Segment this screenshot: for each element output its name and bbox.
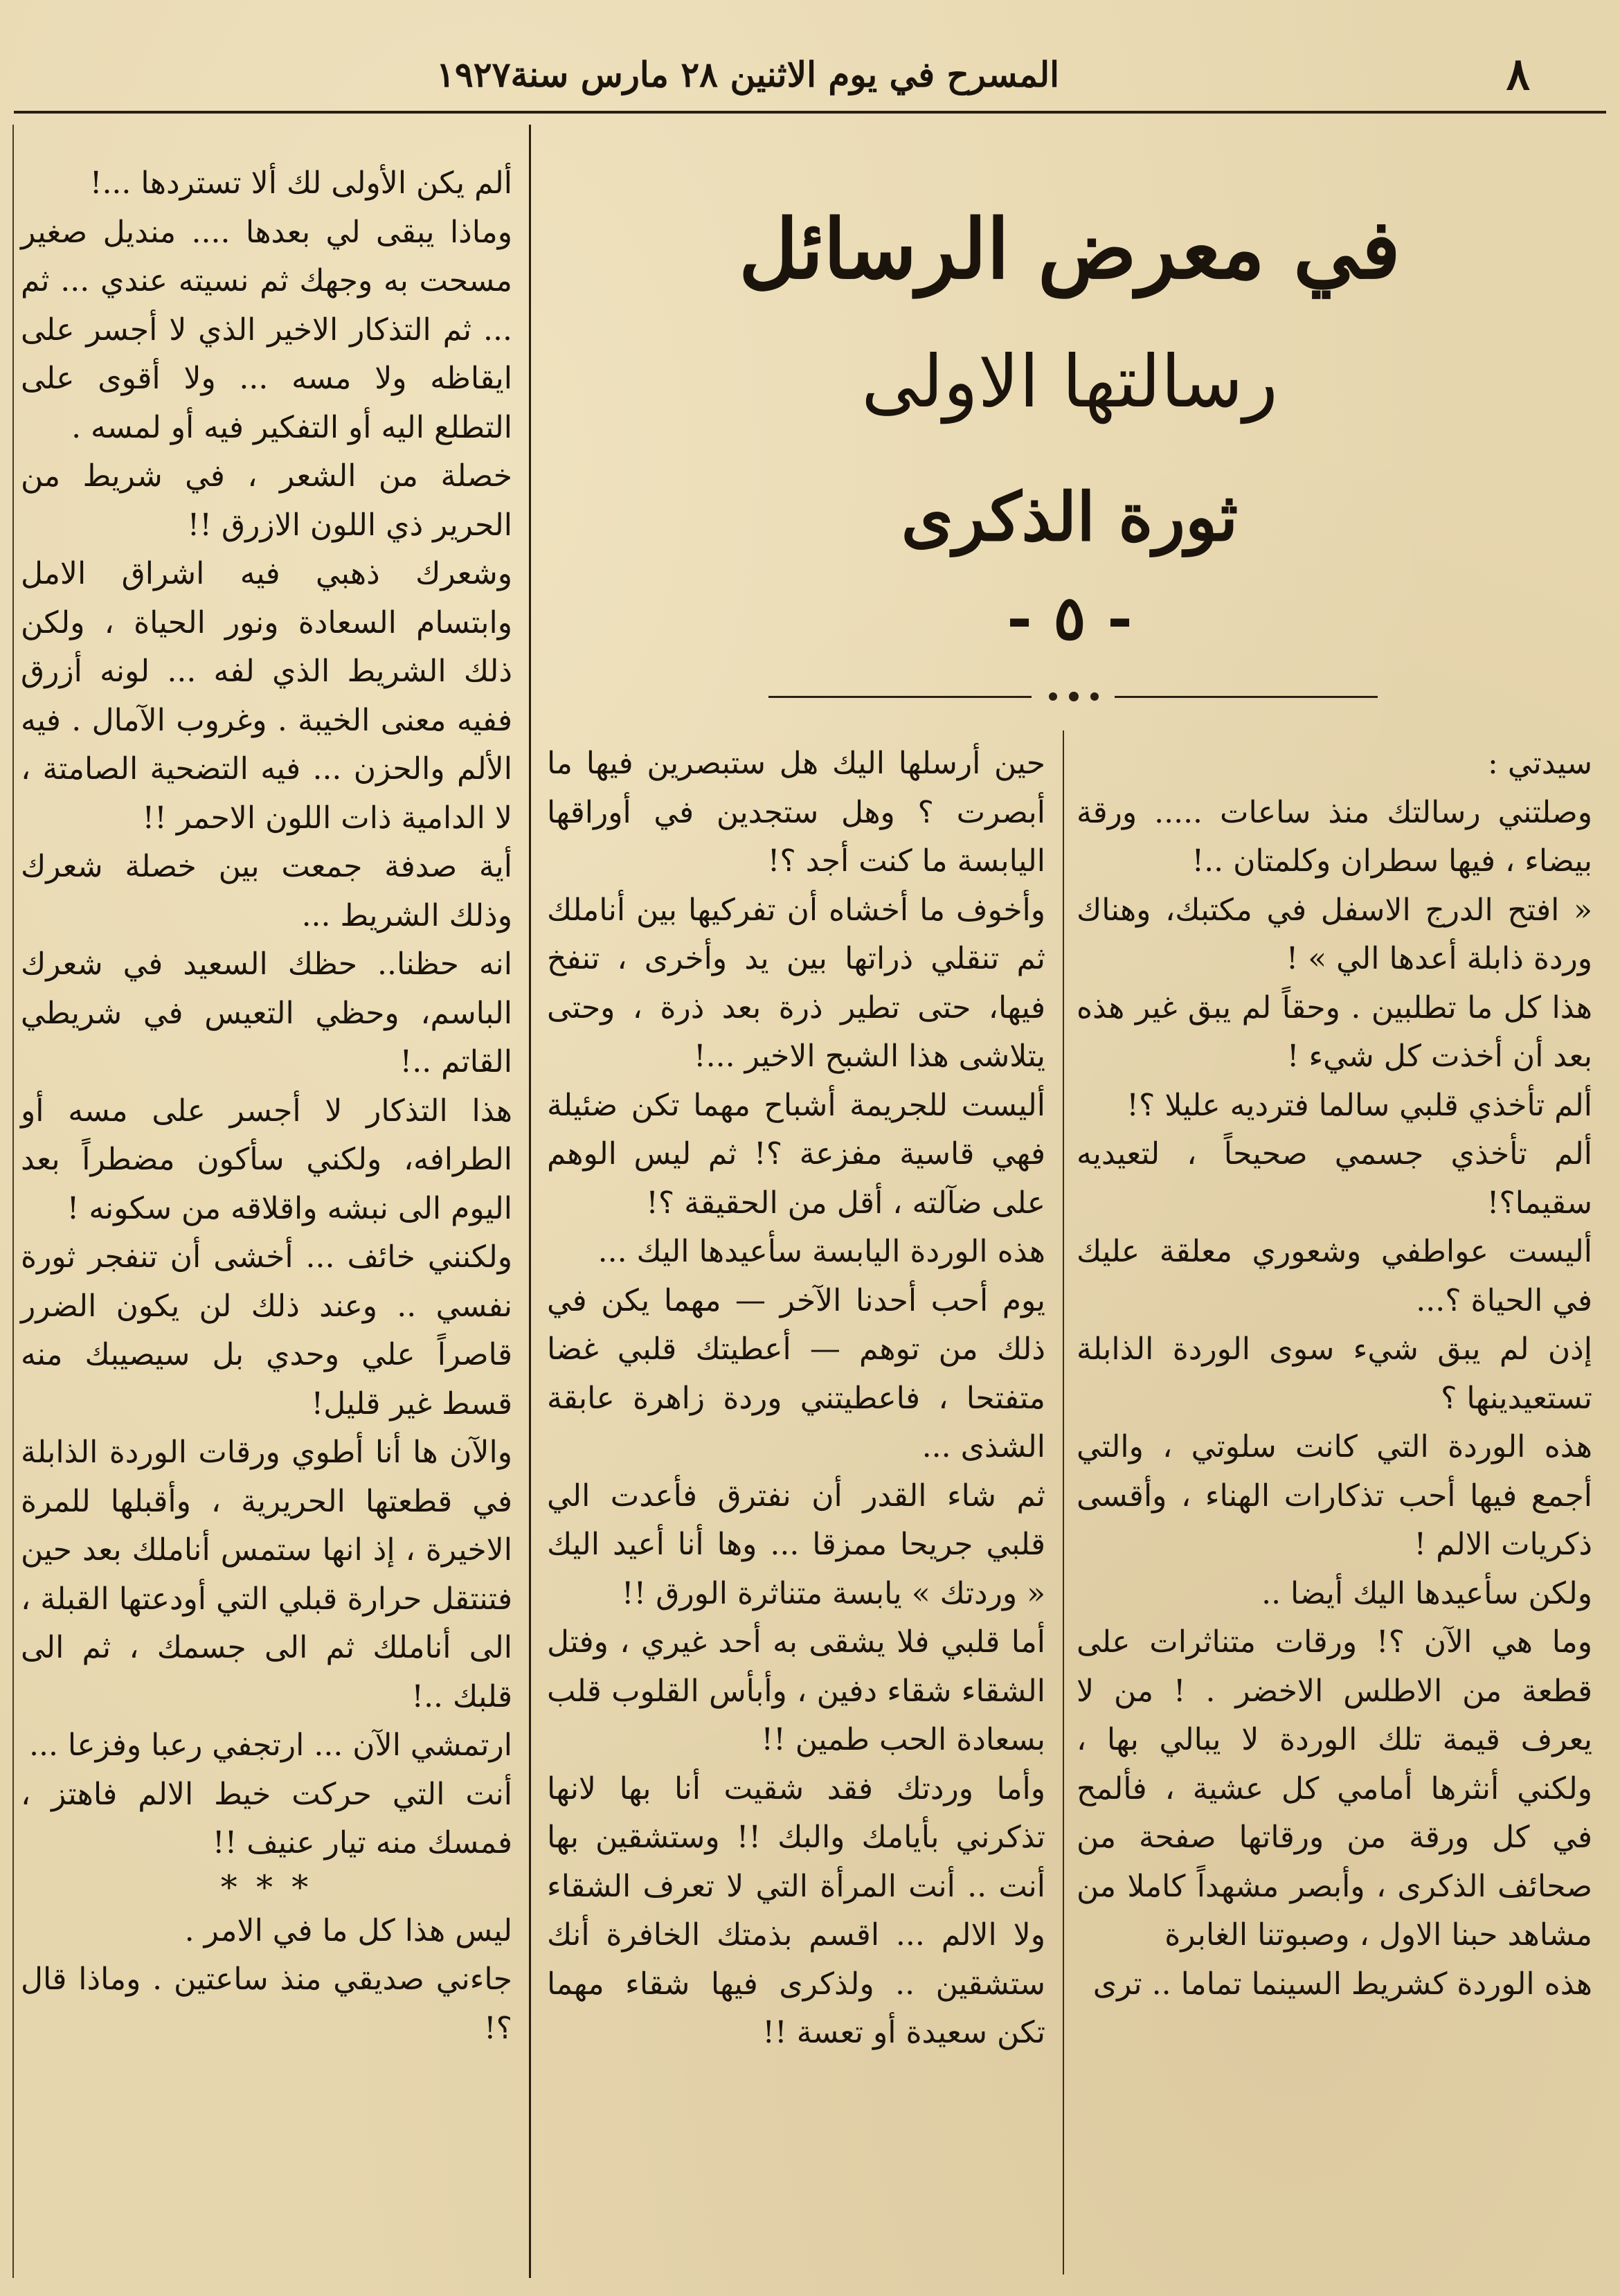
text-column-right bbox=[1077, 739, 1592, 2009]
paragraph: وأخوف ما أخشاه أن تفركيها بين أناملك ثم تنقلي ذراتها بين يد وأخرى ، تنفخ فيها، حتى تطير ذرة بعد ذرة ، وحتى يتلاشى هذا الشبح الاخير ...! bbox=[547, 892, 1045, 1074]
paragraph: أليست عواطفي وشعوري معلقة عليك في الحياة ؟... bbox=[1077, 1234, 1592, 1318]
article-subtitle: رسالتها الاولى bbox=[861, 339, 1278, 424]
section-separator-asterisks: * * * bbox=[220, 1867, 313, 1907]
paragraph: ألم يكن الأولى لك ألا تستردها ...! bbox=[89, 165, 512, 201]
paragraph: وصلتني رسالتك منذ ساعات ..... ورقة بيضاء ، فيها سطران وكلمتان ..! bbox=[1077, 794, 1592, 879]
page-number: ٨ bbox=[1506, 48, 1530, 100]
paragraph: ألم تأخذي جسمي صحيحاً ، لتعيديه سقيما؟! bbox=[1077, 1136, 1592, 1221]
outer-column-rule bbox=[12, 125, 14, 2278]
column-rule-center bbox=[1063, 730, 1064, 2275]
page-header bbox=[14, 28, 1606, 114]
paragraph: انه حظنا.. حظك السعيد في شعرك الباسم، وحظي التعيس في شريطي القاتم ..! bbox=[21, 947, 512, 1079]
text-column-middle bbox=[547, 739, 1045, 2058]
paragraph: هذه الوردة كشريط السينما تماما .. ترى bbox=[1092, 1966, 1592, 2002]
column-rule-left bbox=[529, 125, 531, 2278]
text-column-left bbox=[21, 159, 512, 2053]
paragraph: خصلة من الشعر ، في شريط من الحرير ذي اللون الازرق !! bbox=[21, 458, 512, 543]
paragraph: ارتمشي الآن ... ارتجفي رعبا وفزعا ... bbox=[28, 1728, 512, 1763]
paragraph: ليس هذا كل ما في الامر . bbox=[184, 1912, 512, 1948]
ornament-divider bbox=[768, 689, 1378, 706]
paragraph: أنت التي حركت خيط الالم فاهتز ، فمسك منه تيار عنيف !! bbox=[21, 1776, 512, 1860]
paragraph: ثم شاء القدر أن نفترق فأعدت الي قلبي جريحا ممزقا ... وها أنا أعيد اليك « وردتك » يابسة متناثرة الورق !! bbox=[547, 1478, 1045, 1611]
paragraph: وشعرك ذهبي فيه اشراق الامل وابتسام السعادة ونور الحياة ، ولكن ذلك الشريط الذي لفه ... لونه أزرق ففيه معنى الخيبة . وغروب الآمال . فيه الألم والحزن ... فيه التضحية الصامتة ، لا الدامية ذات اللون الاحمر !! bbox=[21, 556, 512, 836]
paragraph: « افتح الدرج الاسفل في مكتبك، وهناك وردة ذابلة أعدها الي » ! bbox=[1077, 892, 1592, 976]
paragraph: والآن ها أنا أطوي ورقات الوردة الذابلة في قطعتها الحريرية ، وأقبلها للمرة الاخيرة ، إذ انها ستمس أناملك بعد حين فتنتقل حرارة قبلي التي أودعتها القبلة ، الى أناملك ثم الى جسمك ، ثم الى قلبك ..! bbox=[21, 1435, 512, 1714]
paragraph: هذا كل ما تطلبين . وحقاً لم يبق غير هذه بعد أن أخذت كل شيء ! bbox=[1077, 989, 1592, 1074]
paragraph: أليست للجريمة أشباح مهما تكن ضئيلة فهي قاسية مفزعة ؟! ثم ليس الوهم على ضآلته ، أقل من الحقيقة ؟! bbox=[547, 1087, 1045, 1221]
paragraph: أية صدفة جمعت بين خصلة شعرك وذلك الشريط ... bbox=[21, 849, 512, 933]
paragraph: إذن لم يبق شيء سوى الوردة الذابلة تستعيدينها ؟ bbox=[1077, 1331, 1592, 1416]
paragraph: جاءني صديقي منذ ساعتين . وماذا قال ؟! bbox=[21, 1962, 512, 2046]
paragraph: هذا التذكار لا أجسر على مسه أو الطرافه، ولكني سأكون مضطراً بعد اليوم الى نبشه واقلاقه من سكونه ! bbox=[21, 1093, 512, 1226]
paragraph: سيدتي : bbox=[1488, 746, 1592, 781]
paragraph: ولكن سأعيدها اليك أيضا .. bbox=[1261, 1575, 1592, 1611]
paragraph: وماذا يبقى لي بعدها .... منديل صغير مسحت به وجهك ثم نسيته عندي ... ثم ... ثم التذكار الاخير الذي لا أجسر على ايقاظه ولا مسه ... ولا أقوى على التطلع اليه أو التفكير فيه أو لمسه . bbox=[21, 214, 512, 445]
article-title: في معرض الرسائل bbox=[739, 201, 1401, 297]
paragraph: ولكنني خائف ... أخشى أن تنفجر ثورة نفسي .. وعند ذلك لن يكون الضرر قاصراً علي وحدي بل سيصيبك منه قسط غير قليل! bbox=[21, 1239, 512, 1421]
paragraph: يوم أحب أحدنا الآخر — مهما يكن في ذلك من توهم — أعطيتك قلبي غضا متفتحا ، فاعطيتني وردة زاهرة عابقة الشذى ... bbox=[547, 1282, 1045, 1464]
paragraph: أما قلبي فلا يشقى به أحد غيري ، وفتل الشقاء شقاء دفين ، وأبأس القلوب قلب بسعادة الحب طمين !! bbox=[547, 1624, 1045, 1757]
article-title-block bbox=[547, 125, 1592, 720]
article-part-number: - ٥ - bbox=[1007, 582, 1133, 654]
article-series-title: ثورة الذكرى bbox=[901, 478, 1239, 556]
paragraph: وأما وردتك فقد شقيت أنا بها لانها تذكرني بأيامك والبك !! وستشقين بها أنت .. أنت المرأة التي لا تعرف الشقاء ولا الالم ... اقسم بذمتك الخافرة أنك ستشقين .. ولذكرى فيها شقاء مهما تكن سعيدة أو تعسة !! bbox=[547, 1770, 1045, 2050]
paragraph: حين أرسلها اليك هل ستبصرين فيها ما أبصرت ؟ وهل ستجدين في أوراقها اليابسة ما كنت أجد ؟! bbox=[547, 746, 1045, 879]
header-dateline: المسرح في يوم الاثنين ٢٨ مارس سنة١٩٢٧ bbox=[436, 54, 1059, 95]
paragraph: وما هي الآن ؟! ورقات متناثرات على قطعة من الاطلس الاخضر . ! من لا يعرف قيمة تلك الوردة لا يبالي بها ، ولكني أنثرها أمامي كل عشية ، فألمح في كل ورقة من ورقاتها صفحة من صحائف الذكرى ، وأبصر مشهداً كاملا من مشاهد حبنا الاول ، وصبوتنا الغابرة bbox=[1077, 1624, 1592, 1953]
paragraph: هذه الوردة اليابسة سأعيدها اليك ... bbox=[597, 1234, 1045, 1269]
paragraph: ألم تأخذي قلبي سالما فترديه عليلا ؟! bbox=[1126, 1087, 1592, 1123]
paragraph: هذه الوردة التي كانت سلوتي ، والتي أجمع فيها أحب تذكارات الهناء ، وأقسى ذكريات الالم ! bbox=[1077, 1429, 1592, 1562]
